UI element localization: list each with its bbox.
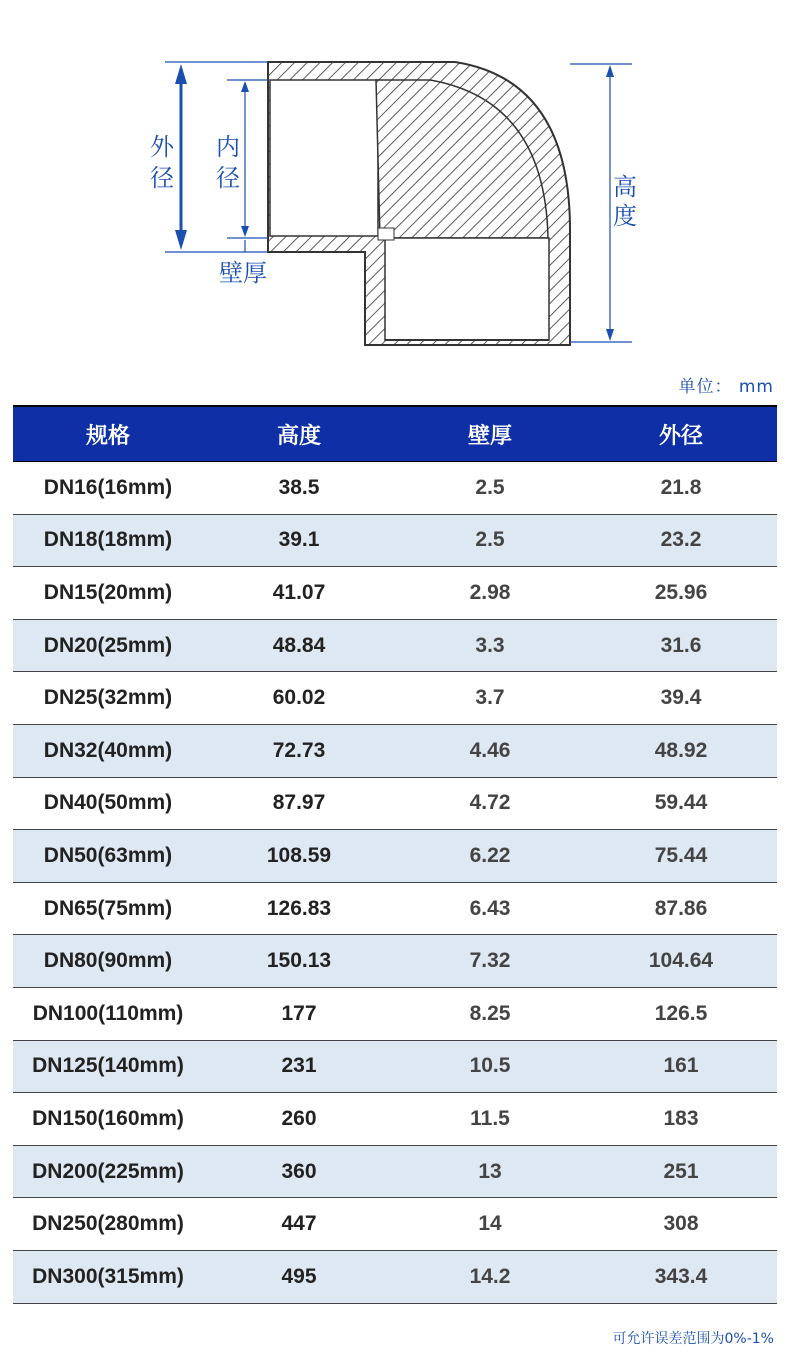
inner-bore-horizontal [270, 80, 378, 236]
inner-bore-vertical [385, 238, 549, 340]
table-row [13, 724, 777, 777]
cell-outer-diameter: 126.5 [585, 987, 777, 1040]
cell-spec: DN15(20mm) [13, 567, 203, 620]
cell-wall-thickness: 7.32 [395, 935, 585, 988]
cell-outer-diameter: 343.4 [585, 1250, 777, 1303]
cell-height: 87.97 [203, 777, 395, 830]
cell-height: 360 [203, 1145, 395, 1198]
cell-outer-diameter: 31.6 [585, 619, 777, 672]
cell-spec: DN300(315mm) [13, 1250, 203, 1303]
cell-outer-diameter: 75.44 [585, 830, 777, 883]
cell-height: 48.84 [203, 619, 395, 672]
cell-spec: DN40(50mm) [13, 777, 203, 830]
cell-spec: DN150(160mm) [13, 1093, 203, 1146]
table-row [13, 514, 777, 567]
label-height: 高度 [613, 173, 637, 230]
header-height: 高度 [203, 406, 395, 462]
cell-spec: DN32(40mm) [13, 724, 203, 777]
cell-spec: DN16(16mm) [13, 462, 203, 515]
spec-table [13, 405, 777, 1304]
cell-height: 150.13 [203, 935, 395, 988]
cell-spec: DN200(225mm) [13, 1145, 203, 1198]
cell-height: 447 [203, 1198, 395, 1251]
label-outer-diameter: 外径 [150, 133, 174, 192]
cell-height: 72.73 [203, 724, 395, 777]
cell-spec: DN65(75mm) [13, 882, 203, 935]
cell-height: 38.5 [203, 462, 395, 515]
table-row [13, 619, 777, 672]
tolerance-note: 可允许误差范围为0%-1% [612, 1331, 774, 1347]
cell-wall-thickness: 11.5 [395, 1093, 585, 1146]
cell-height: 39.1 [203, 514, 395, 567]
cell-wall-thickness: 2.5 [395, 462, 585, 515]
cell-height: 126.83 [203, 882, 395, 935]
header-spec: 规格 [13, 406, 203, 462]
table-row [13, 1040, 777, 1093]
table-row [13, 882, 777, 935]
unit-label: 单位： mm [678, 377, 774, 397]
header-outer-diameter: 外径 [585, 406, 777, 462]
table-row [13, 1198, 777, 1251]
cell-spec: DN20(25mm) [13, 619, 203, 672]
cell-spec: DN50(63mm) [13, 830, 203, 883]
cell-wall-thickness: 10.5 [395, 1040, 585, 1093]
cell-wall-thickness: 4.46 [395, 724, 585, 777]
header-wall-thickness: 壁厚 [395, 406, 585, 462]
cell-wall-thickness: 14.2 [395, 1250, 585, 1303]
cell-outer-diameter: 87.86 [585, 882, 777, 935]
table-row [13, 830, 777, 883]
cell-wall-thickness: 13 [395, 1145, 585, 1198]
cell-outer-diameter: 161 [585, 1040, 777, 1093]
cell-wall-thickness: 2.98 [395, 567, 585, 620]
cell-height: 177 [203, 987, 395, 1040]
table-row [13, 1250, 777, 1303]
cell-spec: DN18(18mm) [13, 514, 203, 567]
label-wall-thickness: 壁厚 [219, 259, 267, 287]
cell-wall-thickness: 14 [395, 1198, 585, 1251]
cell-height: 495 [203, 1250, 395, 1303]
cell-spec: DN250(280mm) [13, 1198, 203, 1251]
cell-wall-thickness: 6.43 [395, 882, 585, 935]
cell-height: 60.02 [203, 672, 395, 725]
cell-wall-thickness: 3.7 [395, 672, 585, 725]
label-inner-diameter: 内径 [216, 133, 240, 192]
cell-outer-diameter: 308 [585, 1198, 777, 1251]
cell-spec: DN80(90mm) [13, 935, 203, 988]
cell-wall-thickness: 4.72 [395, 777, 585, 830]
cell-outer-diameter: 59.44 [585, 777, 777, 830]
cell-height: 41.07 [203, 567, 395, 620]
cell-outer-diameter: 183 [585, 1093, 777, 1146]
cell-height: 108.59 [203, 830, 395, 883]
table-row [13, 672, 777, 725]
cell-spec: DN100(110mm) [13, 987, 203, 1040]
elbow-dimension-diagram [0, 0, 790, 370]
cell-outer-diameter: 48.92 [585, 724, 777, 777]
cell-wall-thickness: 8.25 [395, 987, 585, 1040]
table-row [13, 935, 777, 988]
table-row [13, 567, 777, 620]
cell-wall-thickness: 3.3 [395, 619, 585, 672]
cell-spec: DN25(32mm) [13, 672, 203, 725]
table-row [13, 987, 777, 1040]
table-row [13, 1093, 777, 1146]
cell-spec: DN125(140mm) [13, 1040, 203, 1093]
table-row [13, 777, 777, 830]
cell-height: 231 [203, 1040, 395, 1093]
cell-height: 260 [203, 1093, 395, 1146]
cell-outer-diameter: 39.4 [585, 672, 777, 725]
cell-outer-diameter: 104.64 [585, 935, 777, 988]
cell-outer-diameter: 21.8 [585, 462, 777, 515]
cell-outer-diameter: 251 [585, 1145, 777, 1198]
table-row [13, 462, 777, 515]
table-header-row [13, 406, 777, 462]
cell-outer-diameter: 23.2 [585, 514, 777, 567]
cell-wall-thickness: 2.5 [395, 514, 585, 567]
table-row [13, 1145, 777, 1198]
cell-outer-diameter: 25.96 [585, 567, 777, 620]
cell-wall-thickness: 6.22 [395, 830, 585, 883]
